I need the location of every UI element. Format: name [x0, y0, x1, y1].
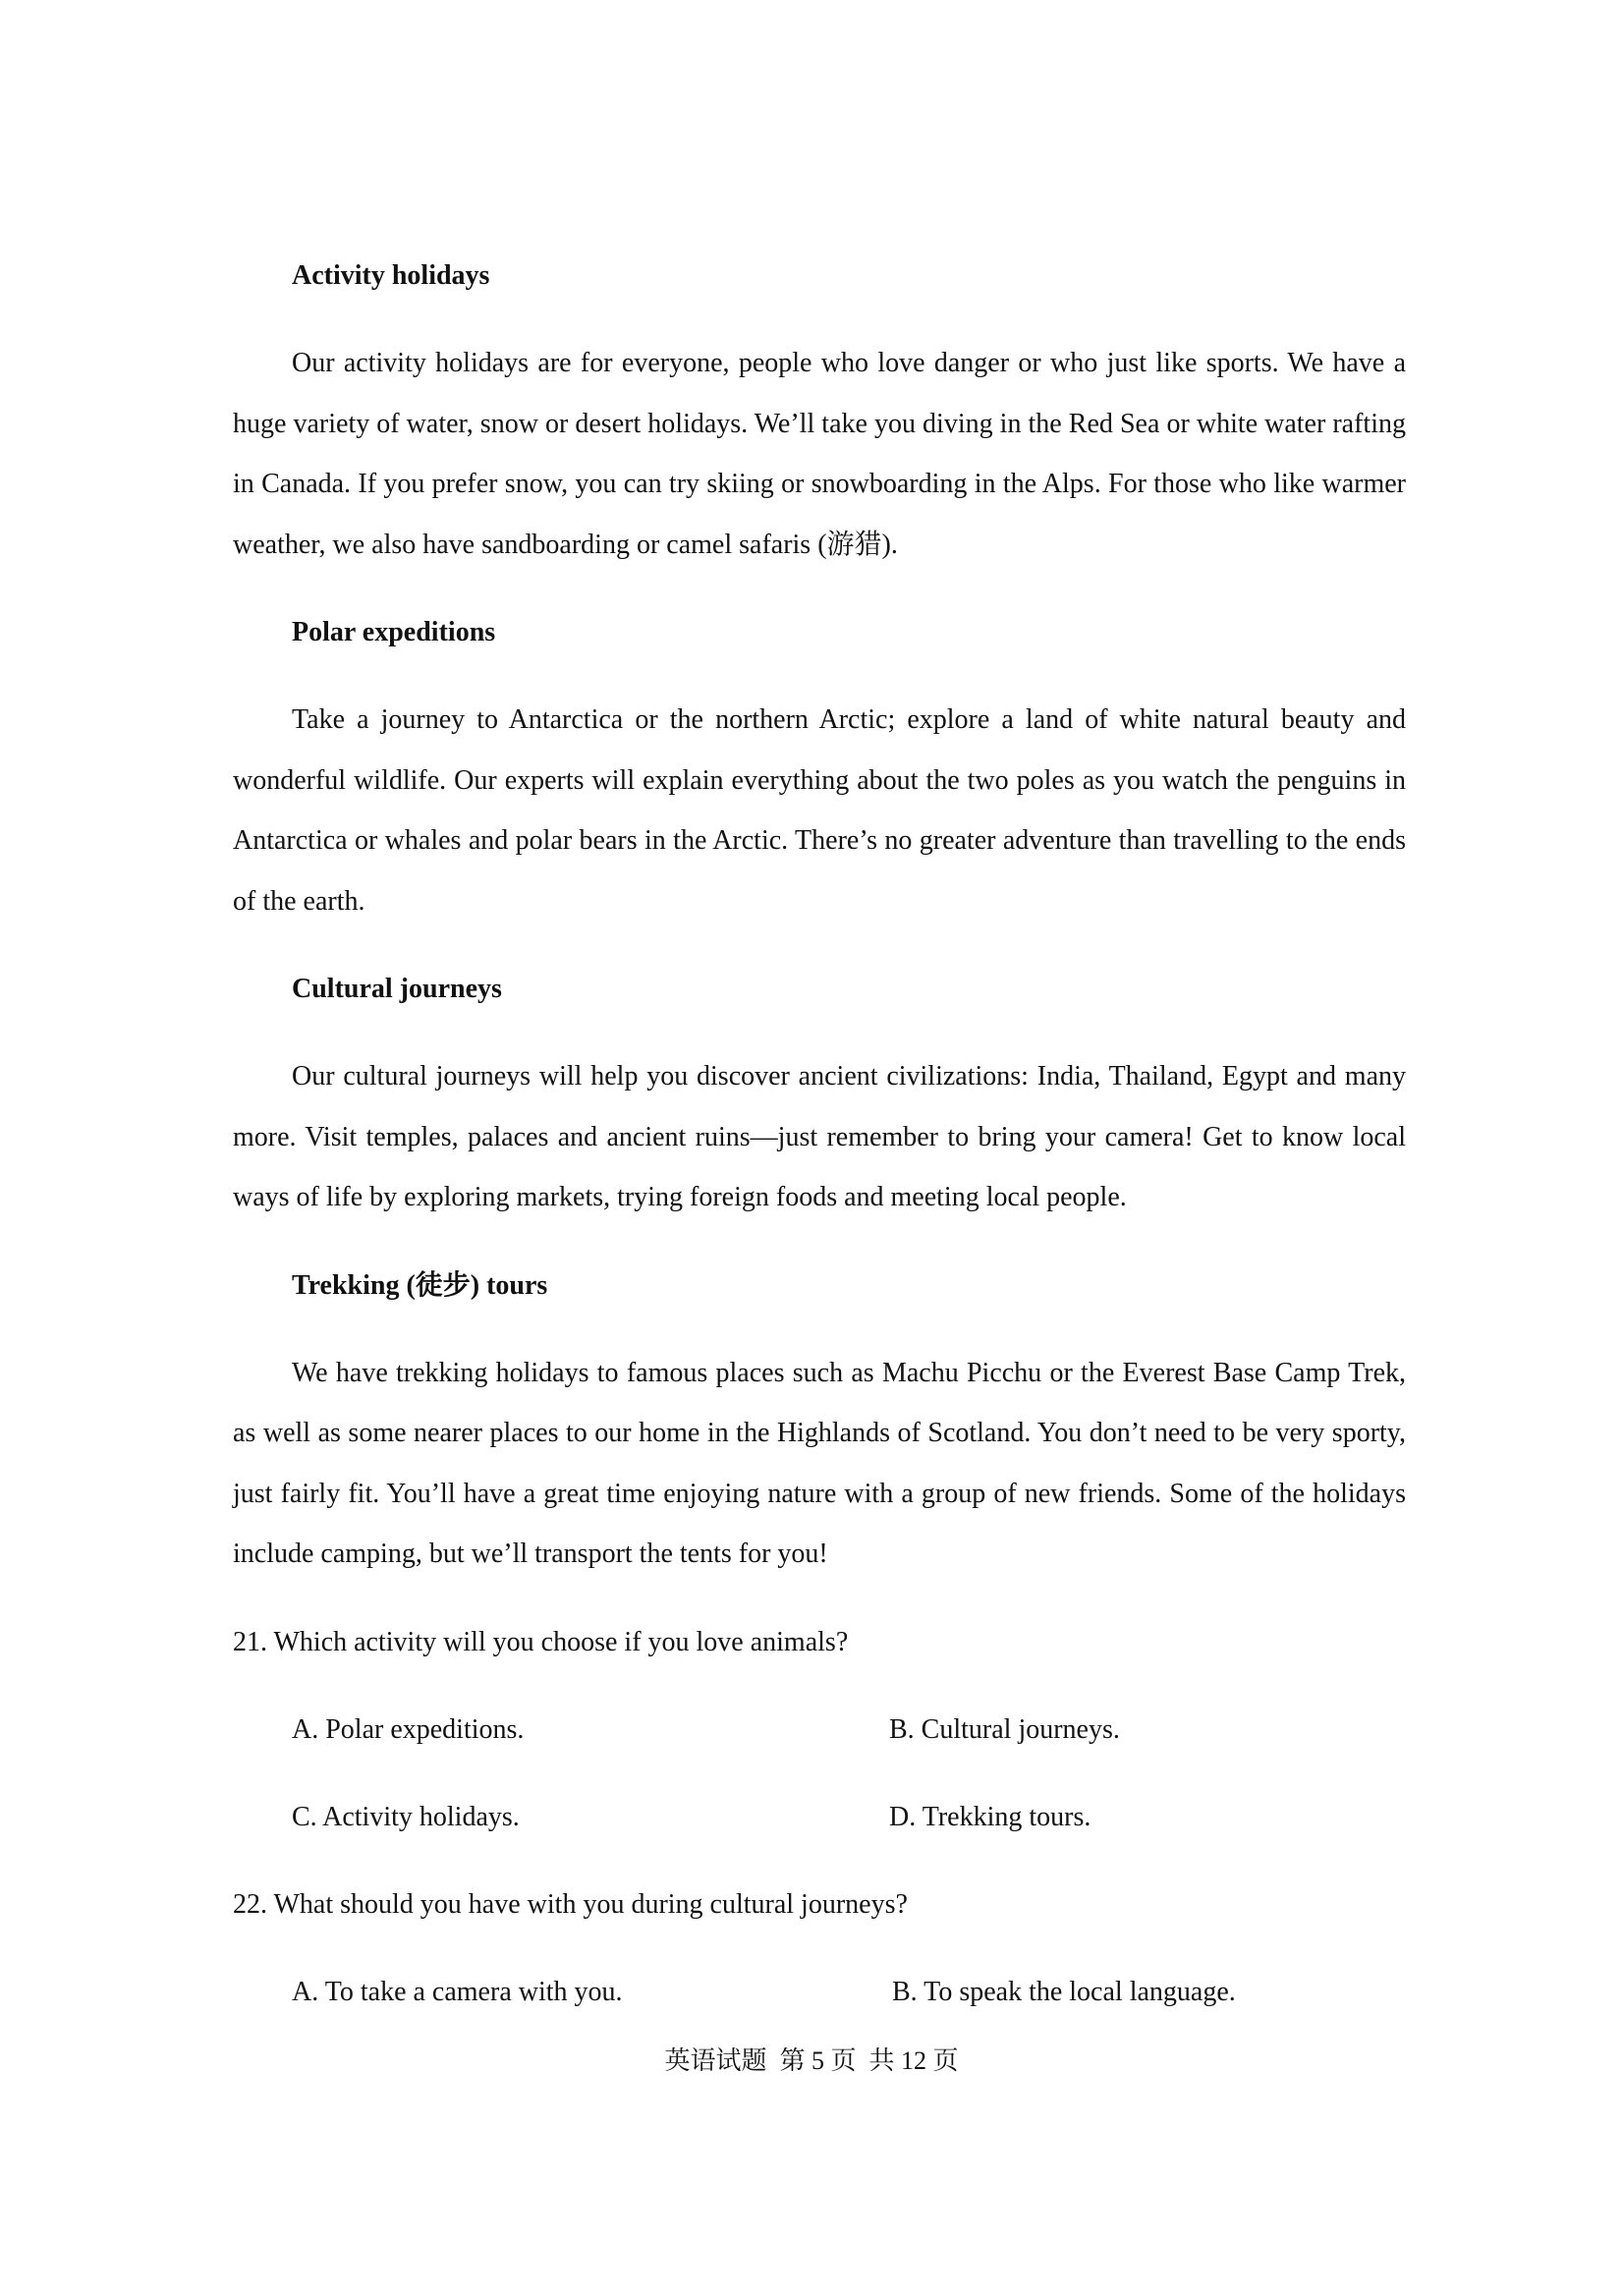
section-activity-holidays — [233, 246, 1406, 575]
options-row — [233, 1962, 1406, 2022]
section-body: We have trekking holidays to famous places such as Machu Picchu or the Everest Base Camp Trek, as well as some nearer places to our home in the Highlands of Scotland. You don’t need to be very sporty, just fairly fit. You’ll have a great time enjoying nature with a group of new friends. Some of the holidays include camping, but we’ll transport the tents for you! — [233, 1357, 1406, 1569]
page-content — [233, 246, 1406, 2022]
option-b: B. Cultural journeys. — [889, 1713, 1120, 1745]
section-body: Take a journey to Antarctica or the northern Arctic; explore a land of white natural beauty and wonderful wildlife. Our experts will explain everything about the two poles as you watch the penguins in Antarctica or whales and polar bears in the Arctic. There’s no greater adventure than travelling to the ends of the earth. — [233, 704, 1406, 917]
section-heading: Cultural journeys — [292, 974, 502, 1004]
page-footer: 英语试题 第 5 页 共 12 页 — [664, 2046, 959, 2075]
section-cultural-journeys — [233, 959, 1406, 1228]
option-d: D. Trekking tours. — [889, 1801, 1091, 1832]
section-polar-expeditions — [233, 602, 1406, 931]
option-c: C. Activity holidays. — [292, 1801, 520, 1832]
section-body: Our cultural journeys will help you discover ancient civilizations: India, Thailand, Egypt and many more. Visit temples, palaces and ancient ruins—just remember to bring your camera! Get to know local ways of life by exploring markets, trying foreign foods and meeting local people. — [233, 1061, 1406, 1212]
section-heading: Trekking (徒步) tours — [292, 1269, 548, 1301]
question-21 — [233, 1612, 1406, 1847]
options-row — [233, 1787, 1406, 1847]
question-stem: 22. What should you have with you during cultural journeys? — [233, 1888, 908, 1920]
question-stem: 21. Which activity will you choose if you love animals? — [233, 1626, 849, 1657]
option-a: A. To take a camera with you. — [292, 1976, 623, 2007]
options-row — [233, 1700, 1406, 1760]
section-heading: Polar expeditions — [292, 617, 496, 647]
section-trekking-tours — [233, 1256, 1406, 1585]
option-b: B. To speak the local language. — [892, 1976, 1236, 2007]
question-22 — [233, 1875, 1406, 2022]
section-heading: Activity holidays — [292, 260, 490, 291]
section-body: Our activity holidays are for everyone, people who love danger or who just like sports. We have a huge variety of water, snow or desert holidays. We’ll take you diving in the Red Sea or white water rafting in Canada. If you prefer snow, you can try skiing or snowboarding in the Alps. For those who like warmer weather, we also have sandboarding or camel safaris (游猎). — [233, 348, 1406, 560]
option-a: A. Polar expeditions. — [292, 1713, 525, 1745]
